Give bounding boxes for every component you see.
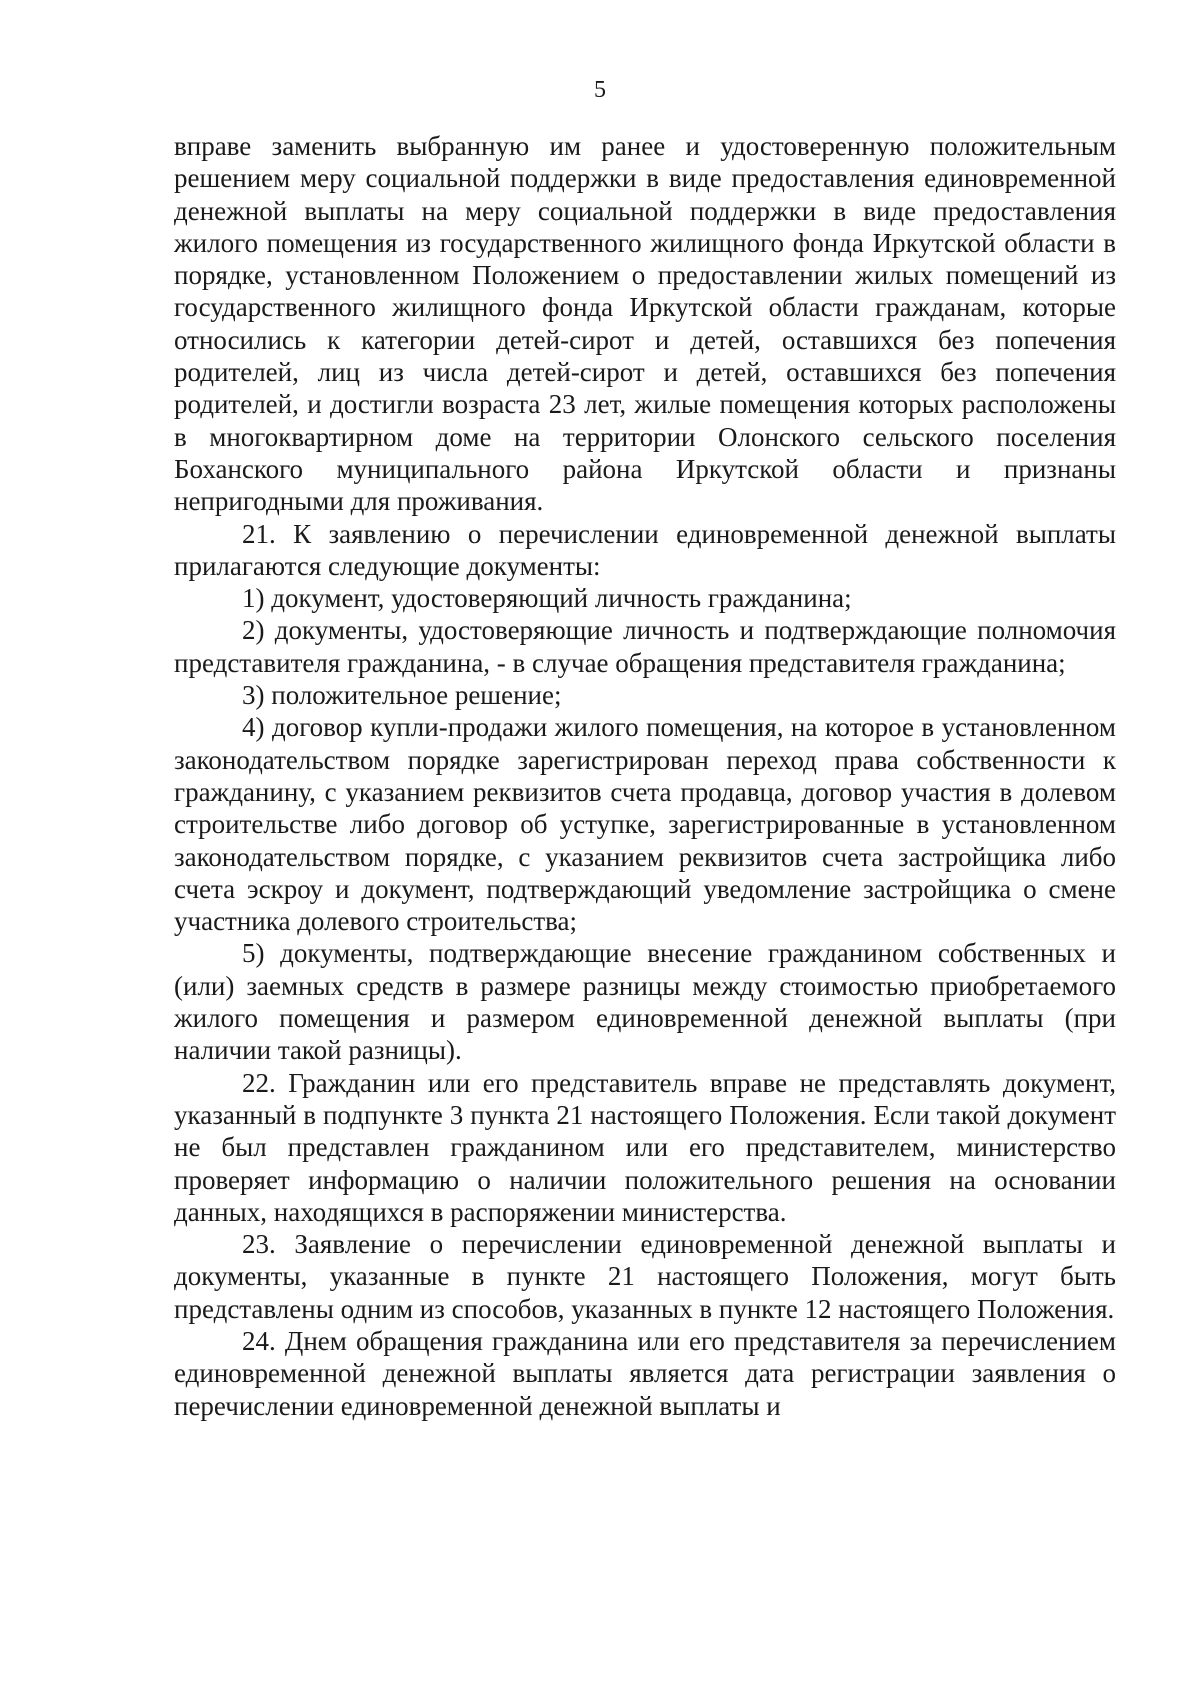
list-item-3: 3) положительное решение;	[242, 680, 562, 711]
list-item-4: 4) договор купли-продажи жилого помещения, на которое в установленном законодательством порядке зарегистрирован переход права собственности к гражданину, с указанием реквизитов счета продавца, договор участия в долевом строительстве либо договор об уступке, зарегистрированные в установленном законодательством порядке, с указанием реквизитов счета застройщика либо счета эскроу и документ, подтверждающий уведомление застройщика о смене участника долевого строительства;	[174, 712, 1116, 937]
document-body	[174, 130, 1116, 1422]
list-item-2: 2) документы, удостоверяющие личность и подтверждающие полномочия представителя гражданина, - в случае обращения представителя гражданина;	[174, 615, 1116, 678]
paragraph-item-23: 23. Заявление о перечислении единовременной денежной выплаты и документы, указанные в пункте 21 настоящего Положения, могут быть представлены одним из способов, указанных в пункте 12 настоящего Положения.	[174, 1229, 1116, 1324]
list-item-1: 1) документ, удостоверяющий личность гражданина;	[242, 583, 852, 614]
paragraph-continuation: вправе заменить выбранную им ранее и удостоверенную положительным решением меру социальной поддержки в виде предоставления единовременной денежной выплаты на меру социальной поддержки в виде предоставления жилого помещения из государственного жилищного фонда Иркутской области в порядке, установленном Положением о предоставлении жилых помещений из государственного жилищного фонда Иркутской области гражданам, которые относились к категории детей-сирот и детей, оставшихся без попечения родителей, лиц из числа детей-сирот и детей, оставшихся без попечения родителей, и достигли возраста 23 лет, жилые помещения которых расположены в многоквартирном доме на территории Олонского сельского поселения Боханского муниципального района Иркутской области и признаны непригодными для проживания.	[174, 131, 1116, 517]
page-number: 5	[594, 77, 606, 103]
paragraph-item-21: 21. К заявлению о перечислении единовременной денежной выплаты прилагаются следующие документы:	[174, 518, 1116, 581]
list-item-5: 5) документы, подтверждающие внесение гражданином собственных и (или) заемных средств в размере разницы между стоимостью приобретаемого жилого помещения и размером единовременной денежной выплаты (при наличии такой разницы).	[174, 938, 1116, 1066]
paragraph-item-24: 24. Днем обращения гражданина или его представителя за перечислением единовременной денежной выплаты является дата регистрации заявления о перечислении единовременной денежной выплаты и	[174, 1325, 1116, 1421]
paragraph-item-22: 22. Гражданин или его представитель вправе не представлять документ, указанный в подпункте 3 пункта 21 настоящего Положения. Если такой документ не был представлен гражданином или его представителем, министерство проверяет информацию о наличии положительного решения на основании данных, находящихся в распоряжении министерства.	[174, 1067, 1116, 1227]
